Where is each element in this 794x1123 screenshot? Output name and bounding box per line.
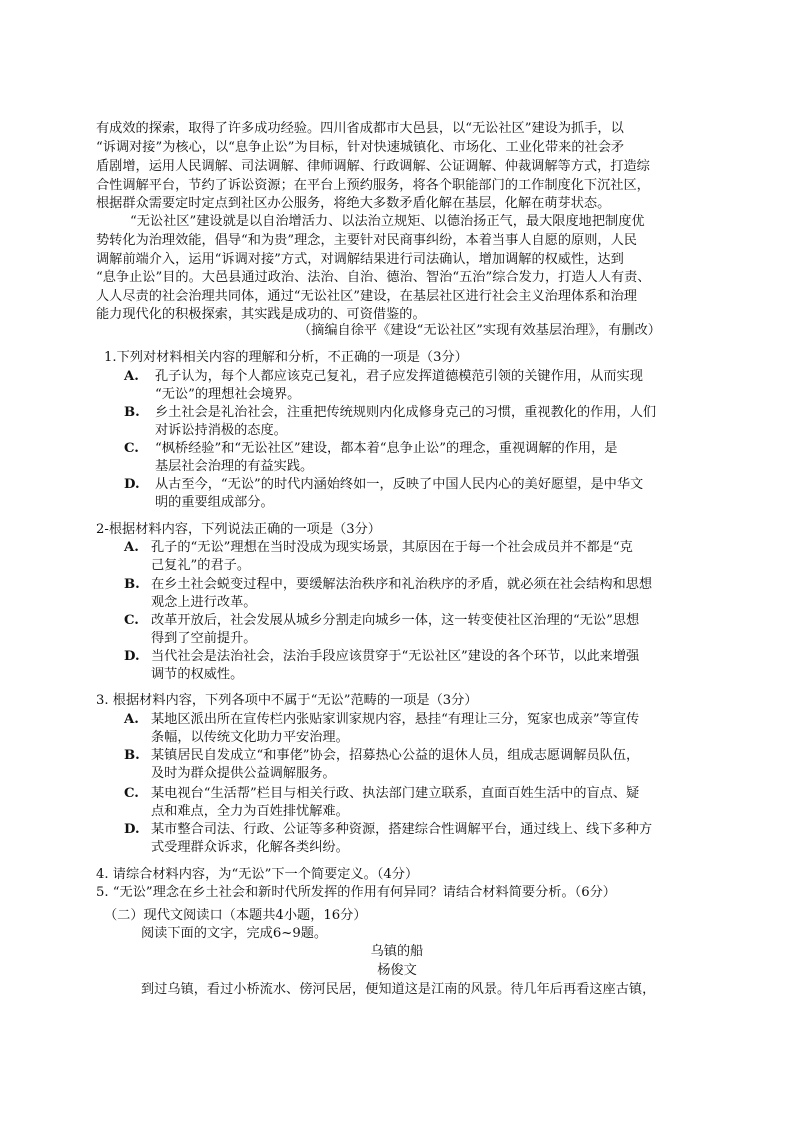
option-text: 得到了空前提升。 [151,631,257,646]
option-letter: A. [124,369,139,384]
option-text: 改革开放后，社会发展从城乡分割走向城乡一体，这一转变使社区治理的“无讼”思想 [151,613,640,628]
text-line: “息争止讼”目的。大邑县通过政治、法治、自治、德治、智治“五治”综合发力，打造人人有责、 [96,270,651,285]
text-line: “无讼社区”建设就是以自治增活力、以法治立规矩、以德治扬正气，最大限度地把制度优 [130,214,645,229]
option-text: 条幅，以传统文化助力平安治理。 [151,730,349,745]
option-text: “枫桥经验”和“无讼社区”建设，都本着“息争止讼”的理念，重视调解的作用，是 [155,441,618,456]
question-stem: 3. 根据材料内容，下列各项中不属于“无讼”范畴的一项是（3分） [96,693,478,708]
text-line: 势转化为治理效能，倡导“和为贵”理念，主要针对民商事纠纷，本着当事人自愿的原则，人民 [96,233,637,248]
text-line: 人人尽责的社会治理共同体，通过“无讼社区”建设，在基层社区进行社会主义治理体系和治理 [96,289,637,304]
option-text: 孔子认为，每个人都应该克己复礼，君子应发挥道德模范引领的关键作用，从而实现 [155,369,643,384]
text-line: 盾剧增，运用人民调解、司法调解、律师调解、行政调解、公证调解、仲裁调解等方式，打造综 [96,159,650,174]
option-text: 观念上进行改革。 [151,595,257,610]
option-text: 式受理群众诉求，化解各类纠纷。 [151,840,349,855]
question-4: 4. 请综合材料内容，为“无讼”下一个简要定义。（4分） [96,867,419,882]
text-line: “诉调对接”为核心，以“息争止讼”为目标，针对快速城镇化、市场化、工业化带来的社会矛 [96,140,625,155]
option-letter: D. [124,822,140,837]
option-letter: C. [124,441,139,456]
option-text: 己复礼”的君子。 [151,558,251,573]
option-letter: C. [124,786,139,801]
option-text: 某镇居民自发成立“和事佬”协会，招募热心公益的退休人员，组成志愿调解员队伍， [151,748,640,763]
option-letter: A. [124,712,139,727]
option-text: 基层社会治理的有益实践。 [155,459,314,474]
section-instruction: 阅读下面的文字，完成6~9题。 [141,926,328,941]
section-heading: （二）现代文阅读口（本题共4小题，16分） [104,908,367,923]
text-line: 有成效的探索，取得了许多成功经验。四川省成都市大邑县，以“无讼社区”建设为抓手，以 [96,121,624,136]
option-text: 孔子的“无讼”理想在当时没成为现实场景，其原因在于每一个社会成员并不都是“克 [151,540,633,555]
option-text: “无讼”的理想社会境界。 [155,387,301,402]
text-line: 根据群众需要定时定点到社区办公服务，将绝大多数矛盾化解在基层，化解在萌芽状态。 [96,196,611,211]
option-text: 明的重要组成部分。 [155,495,274,510]
option-text: 某电视台“生活帮”栏目与相关行政、执法部门建立联系，直面百姓生活中的盲点、疑 [151,786,640,801]
option-text: 调节的权威性。 [151,667,244,682]
option-text: 点和难点，全力为百姓排忧解难。 [151,804,349,819]
question-stem: 2-根据材料内容，下列说法正确的一项是（3分） [96,522,381,537]
option-letter: B. [124,748,140,763]
option-letter: A. [124,540,139,555]
option-letter: D. [124,649,140,664]
option-text: 某地区派出所在宣传栏内张贴家训家规内容，悬挂“有理让三分，冤家也成亲”等宣传 [151,712,640,727]
option-letter: C. [124,613,139,628]
option-text: 某市整合司法、行政、公证等多种资源，搭建综合性调解平台，通过线上、线下多种方 [151,822,653,837]
option-letter: D. [124,477,140,492]
option-text: 在乡土社会蜕变过程中，要缓解法治秩序和礼治秩序的矛盾，就必须在社会结构和思想 [151,577,653,592]
article-first-line: 到过乌镇，看过小桥流水、傍河民居，便知道这是江南的风景。待几年后再看这座古镇， [141,982,656,997]
option-letter: B. [124,405,140,420]
option-text: 对诉讼持消极的态度。 [155,423,287,438]
text-line: 能力现代化的积极探索，其实践是成功的、可资借鉴的。 [96,307,426,322]
question-stem: 1.下列对材料相关内容的理解和分析，不正确的一项是（3分） [104,350,468,365]
text-line: 合性调解平台，节约了诉讼资源；在平台上预约服务，将各个职能部门的工作制度化下沉社区， [96,178,650,193]
option-text: 当代社会是法治社会，法治手段应该贯穿于“无讼社区”建设的各个环节，以此来增强 [151,649,640,664]
option-text: 从古至今，“无讼”的时代内涵始终如一，反映了中国人民内心的美好愿望，是中华文 [155,477,644,492]
option-letter: B. [124,577,140,592]
option-text: 乡土社会是礼治社会，注重把传统规则内化成修身克己的习惯，重视教化的作用，人们 [155,405,657,420]
question-5: 5. “无讼”理念在乡土社会和新时代所发挥的作用有何异同？请结合材料简要分析。（6分） [96,885,616,900]
passage-source: （摘编自徐平《建设“无讼社区”实现有效基层治理》，有删改） [298,323,661,338]
article-author: 杨俊文 [377,963,417,978]
text-line: 调解前端介入，运用“诉调对接”方式，对调解结果进行司法确认，增加调解的权威性，达到 [96,252,624,267]
option-text: 及时为群众提供公益调解服务。 [151,766,336,781]
article-title: 乌镇的船 [370,944,424,959]
